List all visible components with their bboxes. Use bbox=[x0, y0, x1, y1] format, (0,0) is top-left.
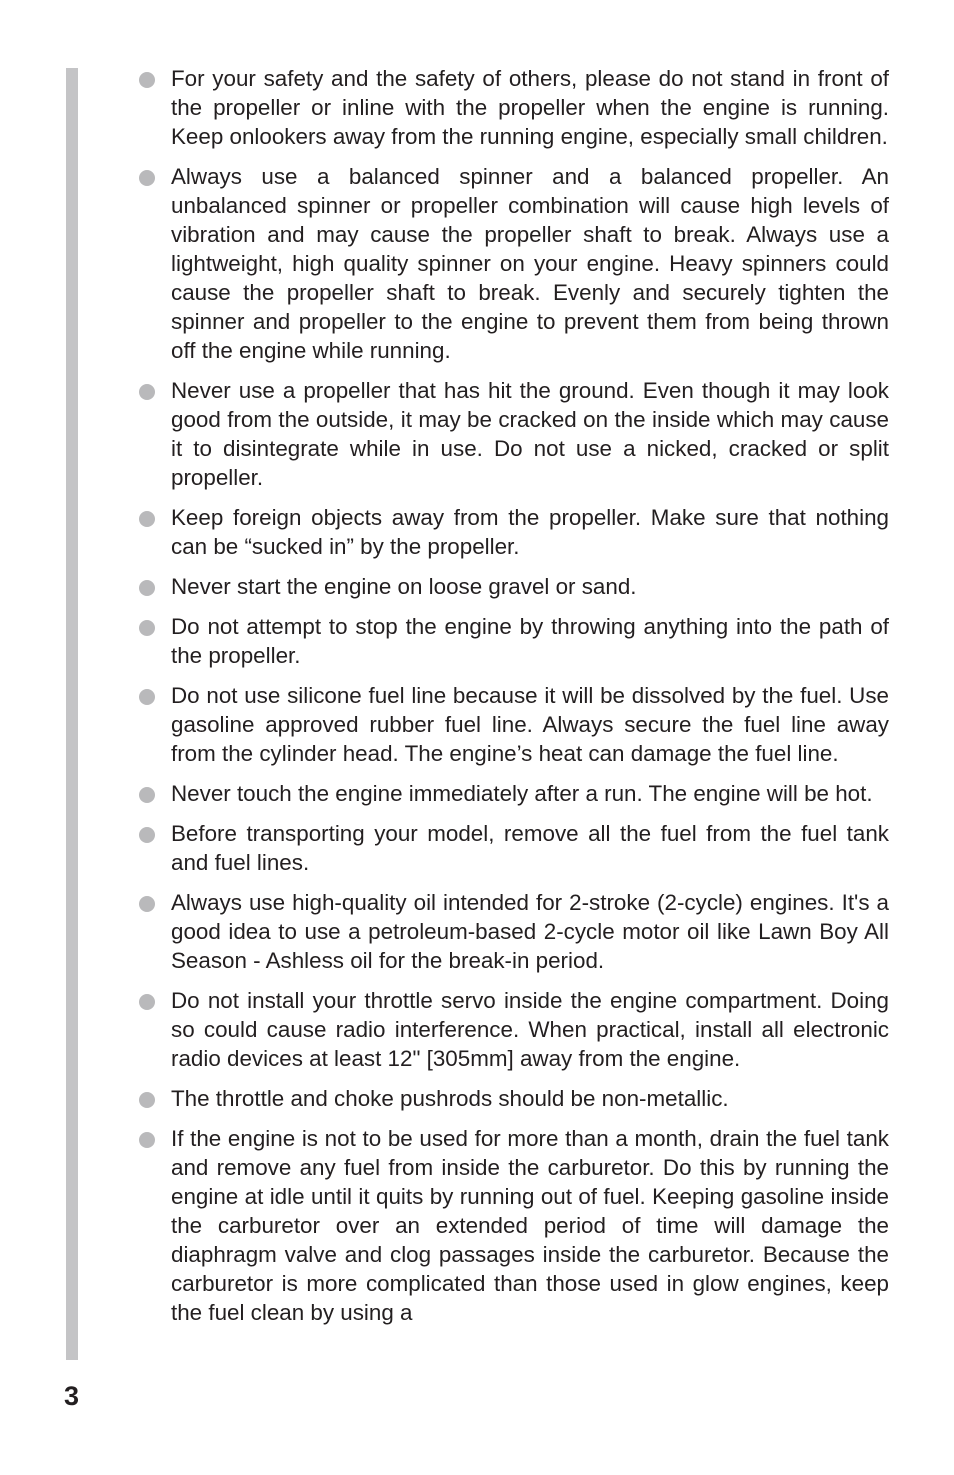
bullet-item bbox=[139, 779, 889, 808]
bullet-text: Always use a balanced spinner and a balanced propeller. An unbalanced spinner or propeller combination will cause high levels of vibration and may cause the propeller shaft to break. Always use a lightweight, high quality spinner on your engine. Heavy spinners could cause the propeller shaft to break. Evenly and securely tighten the spinner and propeller to the engine to prevent them from being thrown off the engine while running. bbox=[171, 164, 889, 363]
bullet-text: Do not attempt to stop the engine by throwing anything into the path of the propeller. bbox=[171, 614, 889, 668]
bullet-text: The throttle and choke pushrods should be non-metallic. bbox=[171, 1086, 729, 1111]
bullet-dot-icon bbox=[139, 787, 155, 803]
bullet-text: If the engine is not to be used for more than a month, drain the fuel tank and remove any fuel from inside the carburetor. Do this by running the engine at idle until it quits by running out of fuel. Keeping gasoline inside the carburetor over an extended period of time will damage the diaphragm valve and clog passages inside the carburetor. Because the carburetor is more complicated than those used in glow engines, keep the fuel clean by using a bbox=[171, 1126, 889, 1325]
bullet-item bbox=[139, 612, 889, 670]
bullet-item bbox=[139, 572, 889, 601]
bullet-item bbox=[139, 1124, 889, 1327]
bullet-text: Always use high-quality oil intended for 2-stroke (2-cycle) engines. It's a good idea to use a petroleum-based 2-cycle motor oil like Lawn Boy All Season - Ashless oil for the break-in period. bbox=[171, 890, 889, 973]
bullet-dot-icon bbox=[139, 827, 155, 843]
bullet-dot-icon bbox=[139, 72, 155, 88]
bullet-text: Keep foreign objects away from the propeller. Make sure that nothing can be “sucked in” by the propeller. bbox=[171, 505, 889, 559]
bullet-dot-icon bbox=[139, 580, 155, 596]
bullet-item bbox=[139, 819, 889, 877]
bullet-text: Do not install your throttle servo inside the engine compartment. Doing so could cause radio interference. When practical, install all electronic radio devices at least 12" [305mm] away from the engine. bbox=[171, 988, 889, 1071]
bullet-item bbox=[139, 162, 889, 365]
bullet-dot-icon bbox=[139, 620, 155, 636]
bullet-dot-icon bbox=[139, 994, 155, 1010]
bullet-dot-icon bbox=[139, 1092, 155, 1108]
margin-bar bbox=[66, 68, 78, 1360]
bullet-text: Never use a propeller that has hit the ground. Even though it may look good from the outside, it may be cracked on the inside which may cause it to disintegrate while in use. Do not use a nicked, cracked or split propeller. bbox=[171, 378, 889, 490]
page-number: 3 bbox=[64, 1381, 80, 1411]
bullet-item bbox=[139, 503, 889, 561]
bullet-text: Do not use silicone fuel line because it will be dissolved by the fuel. Use gasoline approved rubber fuel line. Always secure the fuel line away from the cylinder head. The engine’s heat can damage the fuel line. bbox=[171, 683, 889, 766]
bullet-item bbox=[139, 681, 889, 768]
bullet-text: Never touch the engine immediately after a run. The engine will be hot. bbox=[171, 781, 873, 806]
bullet-item bbox=[139, 888, 889, 975]
bullet-item bbox=[139, 64, 889, 151]
bullet-dot-icon bbox=[139, 1132, 155, 1148]
bullet-dot-icon bbox=[139, 896, 155, 912]
bullet-text: Never start the engine on loose gravel or sand. bbox=[171, 574, 637, 599]
bullet-item bbox=[139, 376, 889, 492]
bullet-item bbox=[139, 986, 889, 1073]
bullet-dot-icon bbox=[139, 384, 155, 400]
safety-bullet-list bbox=[139, 64, 889, 1338]
bullet-text: For your safety and the safety of others, please do not stand in front of the propeller or inline with the propeller when the engine is running. Keep onlookers away from the running engine, especially small children. bbox=[171, 66, 889, 149]
bullet-text: Before transporting your model, remove all the fuel from the fuel tank and fuel lines. bbox=[171, 821, 889, 875]
bullet-dot-icon bbox=[139, 170, 155, 186]
bullet-item bbox=[139, 1084, 889, 1113]
bullet-dot-icon bbox=[139, 511, 155, 527]
bullet-dot-icon bbox=[139, 689, 155, 705]
